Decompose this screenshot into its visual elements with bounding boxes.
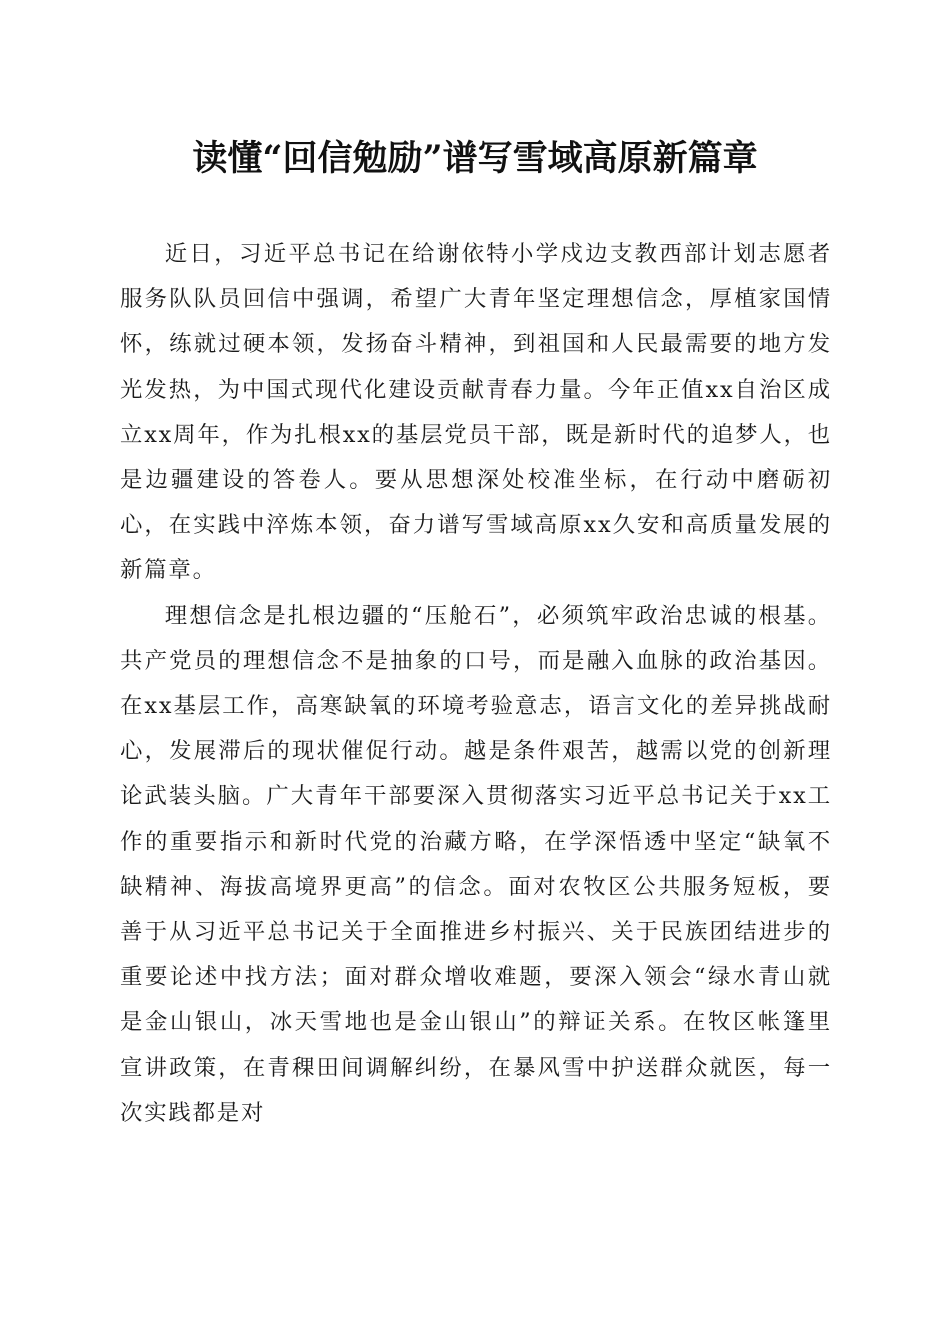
document-title: 读懂“回信勉励”谱写雪域高原新篇章 [192,138,758,179]
paragraph-2: 理想信念是扎根边疆的“压舱石”，必须筑牢政治忠诚的根基。共产党员的理想信念不是抽象的口号，而是融入血脉的政治基因。在xx基层工作，高寒缺氧的环境考验意志，语言文化的差异挑战耐心，发展滞后的现状催促行动。越是条件艰苦，越需以党的创新理论武装头脑。广大青年干部要深入贯彻落实习近平总书记关于xx工作的重要指示和新时代党的治藏方略，在学深悟透中坚定“缺氧不缺精神、海拔高境界更高”的信念。面对农牧区公共服务短板，要善于从习近平总书记关于全面推进乡村振兴、关于民族团结进步的重要论述中找方法；面对群众增收难题，要深入领会“绿水青山就是金山银山，冰天雪地也是金山银山”的辩证关系。在牧区帐篷里宣讲政策，在青稞田间调解纠纷，在暴风雪中护送群众就医，每一次实践都是对 [120,602,832,1126]
paragraph-1: 近日，习近平总书记在给谢依特小学戍边支教西部计划志愿者服务队队员回信中强调，希望广大青年坚定理想信念，厚植家国情怀，练就过硬本领，发扬奋斗精神，到祖国和人民最需要的地方发光发热，为中国式现代化建设贡献青春力量。今年正值xx自治区成立xx周年，作为扎根xx的基层党员干部，既是新时代的追梦人，也是边疆建设的答卷人。要从思想深处校准坐标，在行动中磨砺初心，在实践中淬炼本领，奋力谱写雪域高原xx久安和高质量发展的新篇章。 [120,241,832,584]
document-body [120,232,832,1136]
